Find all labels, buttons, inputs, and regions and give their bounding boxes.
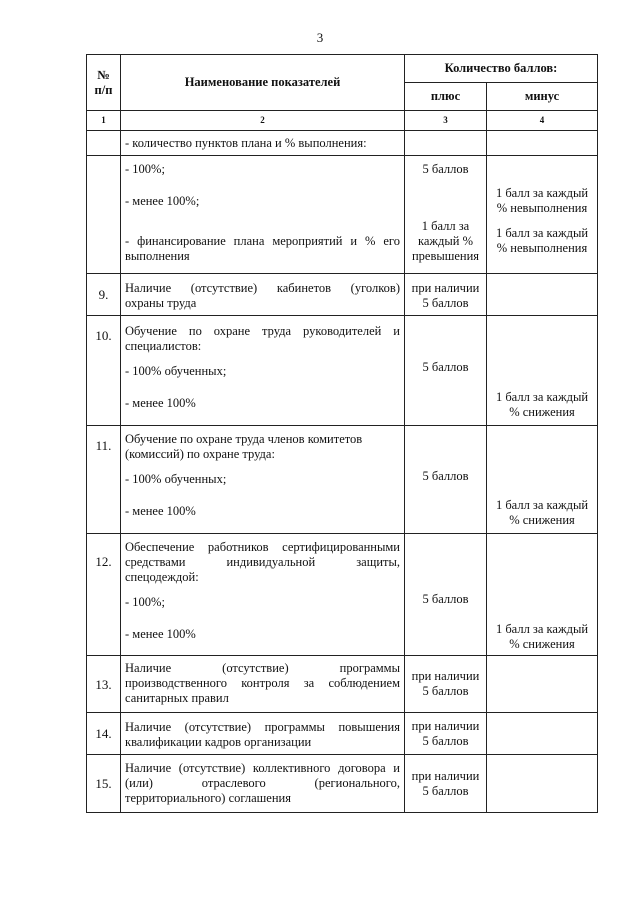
indicator-text: (или) отраслевого (регионального,	[125, 776, 400, 790]
indicator-text: охраны труда	[125, 296, 197, 310]
plus-cell	[405, 274, 487, 316]
minus-value: % невыполнения	[496, 201, 588, 215]
plus-value: 1 балл за	[421, 219, 470, 233]
plus-value: 5 баллов	[422, 684, 469, 698]
indicator-text: спецодеждой:	[125, 570, 199, 584]
minus-cell	[487, 426, 598, 534]
table-row	[87, 534, 598, 656]
table-row	[87, 274, 598, 316]
indicator-text: Обучение по охране труда членов комитетов	[125, 432, 363, 446]
plus-value: при наличии	[411, 768, 480, 783]
header-row	[87, 55, 598, 83]
table-row	[87, 156, 598, 274]
table-row	[87, 426, 598, 534]
minus-cell	[487, 656, 598, 713]
minus-cell	[487, 316, 598, 426]
plus-cell	[405, 534, 487, 656]
indicator-text: - 100% обученных;	[125, 472, 227, 486]
column-number: 1	[87, 111, 121, 131]
minus-value: % снижения	[509, 637, 575, 651]
header-num	[87, 55, 121, 111]
minus-cell	[487, 534, 598, 656]
plus-cell	[405, 656, 487, 713]
plus-value: при наличии	[411, 669, 480, 683]
plus-cell	[405, 316, 487, 426]
indicator-name	[121, 656, 405, 713]
indicator-name	[121, 755, 405, 813]
minus-value: 1 балл за каждый	[495, 226, 589, 240]
plus-value: каждый %	[417, 234, 474, 248]
plus-value: 5 баллов	[422, 733, 469, 748]
indicators-table	[86, 54, 598, 813]
indicator-text: Наличие (отсутствие) программы	[125, 661, 400, 675]
plus-value: 5 баллов	[422, 469, 469, 483]
minus-cell	[487, 713, 598, 755]
indicator-text: - менее 100%	[125, 627, 196, 641]
minus-cell	[487, 755, 598, 813]
indicator-text: Наличие (отсутствие) программы повышения	[125, 720, 400, 734]
indicator-name	[121, 534, 405, 656]
row-number: 9.	[87, 274, 121, 316]
indicator-text: - менее 100%	[125, 504, 196, 518]
indicator-text: специалистов:	[125, 339, 202, 353]
indicator-text: выполнения	[125, 249, 190, 263]
indicator-text: - менее 100%	[125, 396, 196, 410]
indicator-text: Обеспечение работников сертифицированными	[125, 540, 400, 554]
indicator-text: территориального) соглашения	[125, 791, 291, 805]
table-row	[87, 656, 598, 713]
plus-value: при наличии	[411, 281, 480, 295]
minus-value: % снижения	[509, 405, 575, 419]
minus-cell	[487, 131, 598, 156]
indicator-name	[121, 131, 405, 156]
plus-value: 5 баллов	[422, 592, 469, 606]
plus-value: 5 баллов	[422, 296, 469, 310]
header-minus: минус	[487, 83, 598, 111]
row-number: 15.	[87, 755, 121, 813]
indicator-name	[121, 316, 405, 426]
plus-value: 5 баллов	[422, 783, 469, 798]
indicator-text: Обучение по охране труда руководителей и	[125, 324, 400, 338]
table-row	[87, 713, 598, 755]
header-name: Наименование показателей	[121, 55, 405, 111]
minus-value: 1 балл за каждый	[495, 186, 589, 200]
minus-value: 1 балл за каждый	[495, 390, 589, 404]
column-number: 3	[405, 111, 487, 131]
table-row	[87, 316, 598, 426]
row-number	[87, 131, 121, 156]
header-num-line1: №	[97, 67, 110, 82]
plus-value: 5 баллов	[422, 360, 469, 374]
indicator-text: - финансирование плана мероприятий и % его	[125, 234, 400, 248]
indicator-name	[121, 713, 405, 755]
indicator-name	[121, 274, 405, 316]
plus-cell	[405, 131, 487, 156]
plus-value: 5 баллов	[422, 162, 469, 176]
indicator-text: производственного контроля за соблюдением	[125, 676, 400, 690]
header-num-line2: п/п	[94, 82, 113, 97]
table-row	[87, 755, 598, 813]
plus-cell	[405, 426, 487, 534]
row-number: 11.	[87, 426, 121, 534]
plus-cell	[405, 156, 487, 274]
indicator-text: (комиссий) по охране труда:	[125, 447, 275, 461]
plus-cell	[405, 713, 487, 755]
indicator-text: Наличие (отсутствие) коллективного договора и	[125, 761, 400, 775]
plus-value: превышения	[411, 249, 480, 263]
minus-cell	[487, 156, 598, 274]
minus-value: % снижения	[509, 513, 575, 527]
row-number: 12.	[87, 534, 121, 656]
indicator-text: квалификации кадров организации	[125, 735, 312, 749]
minus-value: 1 балл за каждый	[495, 498, 589, 512]
row-number: 13.	[87, 656, 121, 713]
indicator-text: - 100%;	[125, 162, 165, 176]
column-number: 2	[121, 111, 405, 131]
indicator-name	[121, 156, 405, 274]
row-number: 10.	[87, 316, 121, 426]
plus-value: при наличии	[411, 718, 480, 733]
column-numbers-row	[87, 111, 598, 131]
column-number: 4	[487, 111, 598, 131]
minus-value: 1 балл за каждый	[495, 622, 589, 636]
minus-value: % невыполнения	[496, 241, 588, 255]
indicator-text: средствами индивидуальной защиты,	[125, 555, 400, 569]
row-number: 14.	[87, 713, 121, 755]
indicator-text: санитарных правил	[125, 691, 229, 705]
indicator-text: - менее 100%;	[125, 194, 200, 208]
indicator-text: - 100% обученных;	[125, 364, 227, 378]
plus-cell	[405, 755, 487, 813]
indicator-text: - количество пунктов плана и % выполнения:	[125, 135, 367, 150]
indicator-name	[121, 426, 405, 534]
header-plus: плюс	[405, 83, 487, 111]
table-row	[87, 131, 598, 156]
minus-cell	[487, 274, 598, 316]
indicator-text: - 100%;	[125, 595, 165, 609]
indicator-text: Наличие (отсутствие) кабинетов (уголков)	[125, 281, 400, 295]
page-number: 3	[316, 30, 324, 45]
row-number	[87, 156, 121, 274]
header-score: Количество баллов:	[405, 55, 598, 83]
